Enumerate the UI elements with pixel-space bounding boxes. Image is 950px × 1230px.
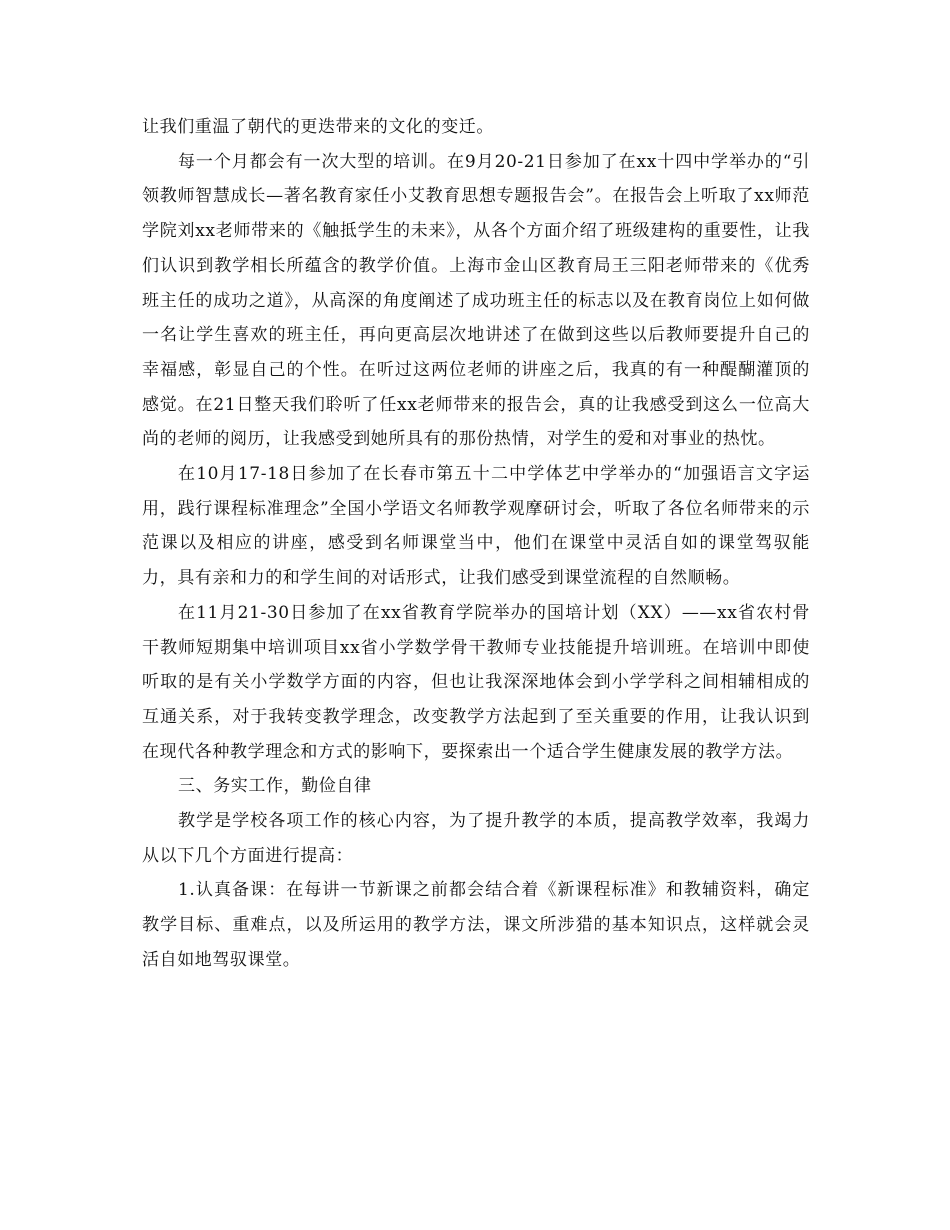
paragraph-4: 在11月21-30日参加了在xx省教育学院举办的国培计划（XX）——xx省农村骨干教师短期集中培训项目xx省小学数学骨干教师专业技能提升培训班。在培训中即使听取的是有关小学数学方面的内容，但也让我深深地体会到小学学科之间相辅相成的互通关系，对于我转变教学理念，改变教学方法起到了至关重要的作用，让我认识到在现代各种教学理念和方式的影响下，要探索出一个适合学生健康发展的教学方法。 — [142, 602, 810, 762]
document-page — [142, 110, 810, 978]
section-heading: 三、务实工作，勤俭自律 — [178, 776, 372, 797]
paragraph-5: 教学是学校各项工作的核心内容，为了提升教学的本质，提高教学效率，我竭力从以下几个方面进行提高： — [142, 811, 810, 866]
paragraph-2: 每一个月都会有一次大型的培训。在9月20-21日参加了在xx十四中学举办的“引领教师智慧成长—著名教育家任小艾教育思想专题报告会”。在报告会上听取了xx师范学院刘xx老师带来的《触抵学生的未来》，从各个方面介绍了班级建构的重要性，让我们认识到教学相长所蕴含的教学价值。上海市金山区教育局王三阳老师带来的《优秀班主任的成功之道》，从高深的角度阐述了成功班主任的标志以及在教育岗位上如何做一名让学生喜欢的班主任，再向更高层次地讲述了在做到这些以后教师要提升自己的幸福感，彰显自己的个性。在听过这两位老师的讲座之后，我真的有一种醍醐灌顶的感觉。在21日整天我们聆听了任xx老师带来的报告会，真的让我感受到这么一位高大尚的老师的阅历，让我感受到她所具有的那份热情，对学生的爱和对事业的热忱。 — [142, 151, 810, 450]
paragraph-3: 在10月17-18日参加了在长春市第五十二中学体艺中学举办的“加强语言文字运用，践行课程标准理念”全国小学语文名师教学观摩研讨会，听取了各位名师带来的示范课以及相应的讲座，感受到名师课堂当中，他们在课堂中灵活自如的课堂驾驭能力，具有亲和力的和学生间的对话形式，让我们感受到课堂流程的自然顺畅。 — [142, 464, 810, 589]
paragraph-6: 1.认真备课：在每讲一节新课之前都会结合着《新课程标准》和教辅资料，确定教学目标、重难点，以及所运用的教学方法，课文所涉猎的基本知识点，这样就会灵活自如地驾驭课堂。 — [142, 880, 810, 970]
paragraph-1: 让我们重温了朝代的更迭带来的文化的变迁。 — [142, 117, 494, 137]
